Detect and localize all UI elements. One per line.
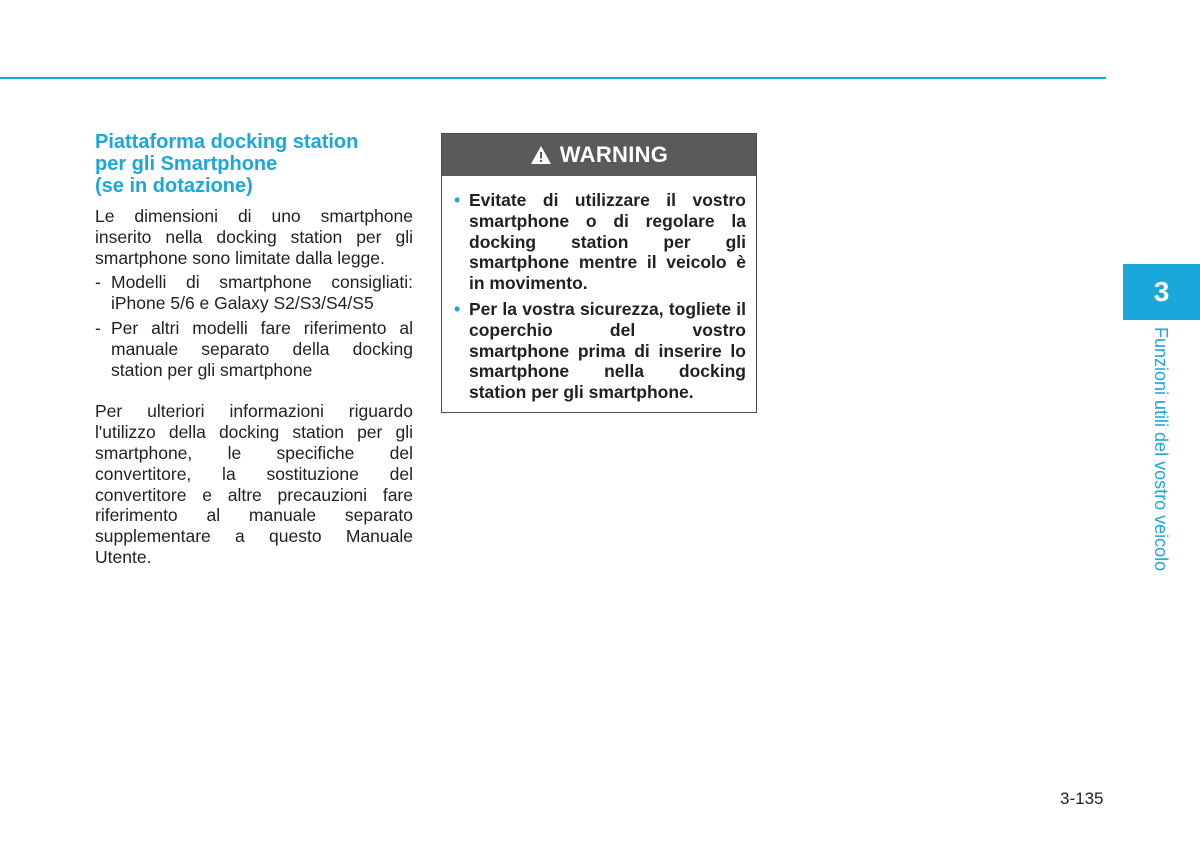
warning-body: [442, 176, 756, 403]
bullet-icon: •: [454, 190, 461, 210]
list-item: [95, 272, 413, 314]
warning-triangle-icon: [530, 145, 552, 165]
list-dash: -: [95, 317, 101, 338]
text-column: [95, 131, 413, 568]
list-dash: -: [95, 272, 101, 293]
model-list: [95, 272, 413, 380]
list-item-text: Modelli di smartphone consigliati: iPhone 5/6 e Galaxy S2/S3/S4/S5: [111, 272, 413, 314]
warning-box: [441, 133, 757, 413]
header-rule: [0, 77, 1106, 79]
bullet-icon: •: [454, 298, 461, 319]
chapter-title: Funzioni utili del vostro veicolo: [1151, 327, 1171, 572]
warning-list: [454, 190, 746, 403]
warning-title: WARNING: [559, 142, 669, 167]
warning-item: [454, 190, 746, 294]
warning-item-text: Per la vostra sicurezza, togliete il coperchio del vostro smartphone prima di inserire lo smartphone nella docking station per gli smartphone.: [469, 298, 746, 403]
page-number: 3-135: [1060, 789, 1104, 808]
warning-header: [442, 134, 756, 176]
heading-line: (se in dotazione): [95, 175, 253, 197]
heading-line: Piattaforma docking station: [95, 131, 359, 153]
list-item: [95, 318, 413, 380]
intro-paragraph: Le dimensioni di uno smartphone inserito nella docking station per gli smartphone sono limitate dalla legge.: [95, 206, 413, 268]
more-info-paragraph: Per ulteriori informazioni riguardo l'utilizzo della docking station per gli smartphone, le specifiche del convertitore, la sostituzione del convertitore e altre precauzioni fare riferimento al manuale separato supplementare a questo Manuale Utente.: [95, 401, 413, 567]
warning-item-text: Evitate di utilizzare il vostro smartphone o di regolare la docking station per gli smartphone mentre il veicolo è in movimento.: [469, 190, 746, 294]
list-item-text: Per altri modelli fare riferimento al manuale separato della docking station per gli smartphone: [111, 317, 413, 380]
warning-item: [454, 299, 746, 403]
heading-line: per gli Smartphone: [95, 153, 278, 175]
chapter-tab: 3: [1123, 264, 1200, 320]
section-heading: [95, 131, 413, 197]
